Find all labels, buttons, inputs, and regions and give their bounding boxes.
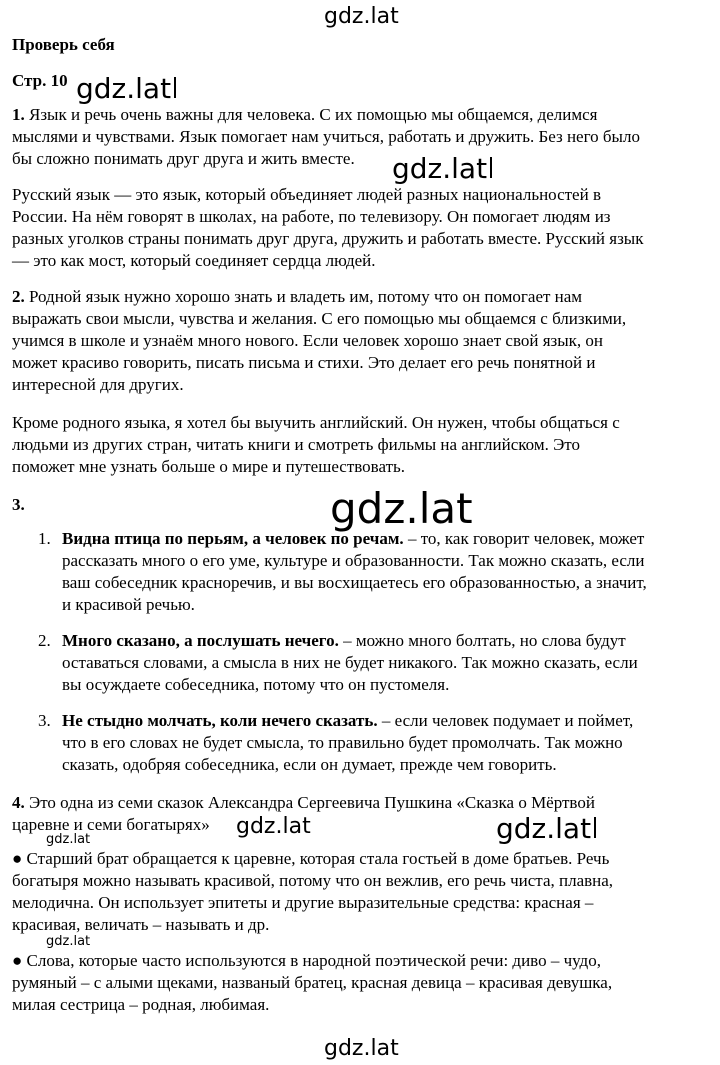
watermark-tiny-1: gdz.lat xyxy=(46,832,91,847)
page-reference: Стр. 10 xyxy=(12,71,68,90)
proverb-1-number: 1. xyxy=(38,529,51,548)
section-heading: Проверь себя xyxy=(12,35,115,54)
answer-4-bullet-2: ● Слова, которые часто используются в народной поэтической речи: диво – чудо, румяный – с алыми щеками, названый братец, красная девица – красивая девушка, милая сестрица – родная, любимая. xyxy=(12,951,613,1014)
answer-1-number: 1. xyxy=(12,105,25,124)
proverb-2-number: 2. xyxy=(38,631,51,650)
answer-4-number: 4. xyxy=(12,793,25,812)
answer-2-paragraph-2: Кроме родного языка, я хотел бы выучить английский. Он нужен, чтобы общаться с людьми из других стран, читать книги и смотреть фильмы на английском. Это поможет мне узнать больше о мире и путешествовать. xyxy=(12,413,620,476)
answer-2: 2. Родной язык нужно хорошо знать и владеть им, потому что он помогает нам выражать свои мысли, чувства и желания. С его помощью мы общаемся с близкими, учимся в школе и узнаём много нового. Если человек хорошо знает свой язык, он может красиво говорить, писать письма и стихи. Это делает его речь понятной и интересной для других. xyxy=(12,287,627,394)
watermark-large-3: gdz.lat xyxy=(496,812,596,845)
proverb-1-text: Видна птица по перьям, а человек по речам. xyxy=(62,529,404,548)
watermark-large-1: gdz.lat xyxy=(76,72,176,105)
watermark-center: gdz.lat xyxy=(330,484,473,533)
proverb-1: Видна птица по перьям, а человек по речам. – то, как говорит человек, может рассказать много о его уме, культуре и образованности. Так можно сказать, если ваш собеседник красноречив, и вы восхищаетесь его образованностью, а значит, и красивой речью. xyxy=(62,529,647,614)
watermark-small-1: gdz.lat xyxy=(236,814,311,839)
answer-2-number: 2. xyxy=(12,287,25,306)
watermark-bottom: gdz.lat xyxy=(324,1036,399,1061)
watermark-tiny-2: gdz.lat xyxy=(46,934,91,949)
proverb-2-text: Много сказано, а послушать нечего. xyxy=(62,631,339,650)
answer-1: 1. Язык и речь очень важны для человека. С их помощью мы общаемся, делимся мыслями и чувствами. Язык помогает нам учиться, работать и дружить. Без него было бы сложно понимать друг друга и жить вместе. xyxy=(12,105,640,168)
watermark-large-2: gdz.lat xyxy=(392,152,492,185)
watermark-top: gdz.lat xyxy=(324,4,399,29)
answer-4-bullet-1: ● Старший брат обращается к царевне, которая стала гостьей в доме братьев. Речь богатыря можно называть красивой, потому что он вежлив, его речь чиста, плавна, мелодична. Он использует эпитеты и другие выразительные средства: красная – красивая, величать – называть и др. xyxy=(12,849,614,934)
answer-3-number: 3. xyxy=(12,495,25,514)
answer-1-paragraph-2: Русский язык — это язык, который объединяет людей разных национальностей в России. На нём говорят в школах, на работе, по телевизору. Он помогает людям из разных уголков страны понимать друг друга, дружить и работать вместе. Русский язык — это как мост, который соединяет сердца людей. xyxy=(12,185,644,270)
proverb-3-number: 3. xyxy=(38,711,51,730)
proverb-2: Много сказано, а послушать нечего. – можно много болтать, но слова будут оставаться словами, а смысла в них не будет никакого. Так можно сказать, если вы осуждаете собеседника, потому что он пустомеля. xyxy=(62,631,638,694)
answer-4: 4. Это одна из семи сказок Александра Сергеевича Пушкина «Сказка о Мёртвой царевне и семи богатырях» xyxy=(12,793,595,834)
proverb-3: Не стыдно молчать, коли нечего сказать. – если человек подумает и поймет, что в его словах не будет смысла, то правильно будет промолчать. Так можно сказать, одобряя собеседника, если он думает, прежде чем говорить. xyxy=(62,711,634,774)
proverb-3-text: Не стыдно молчать, коли нечего сказать. xyxy=(62,711,378,730)
